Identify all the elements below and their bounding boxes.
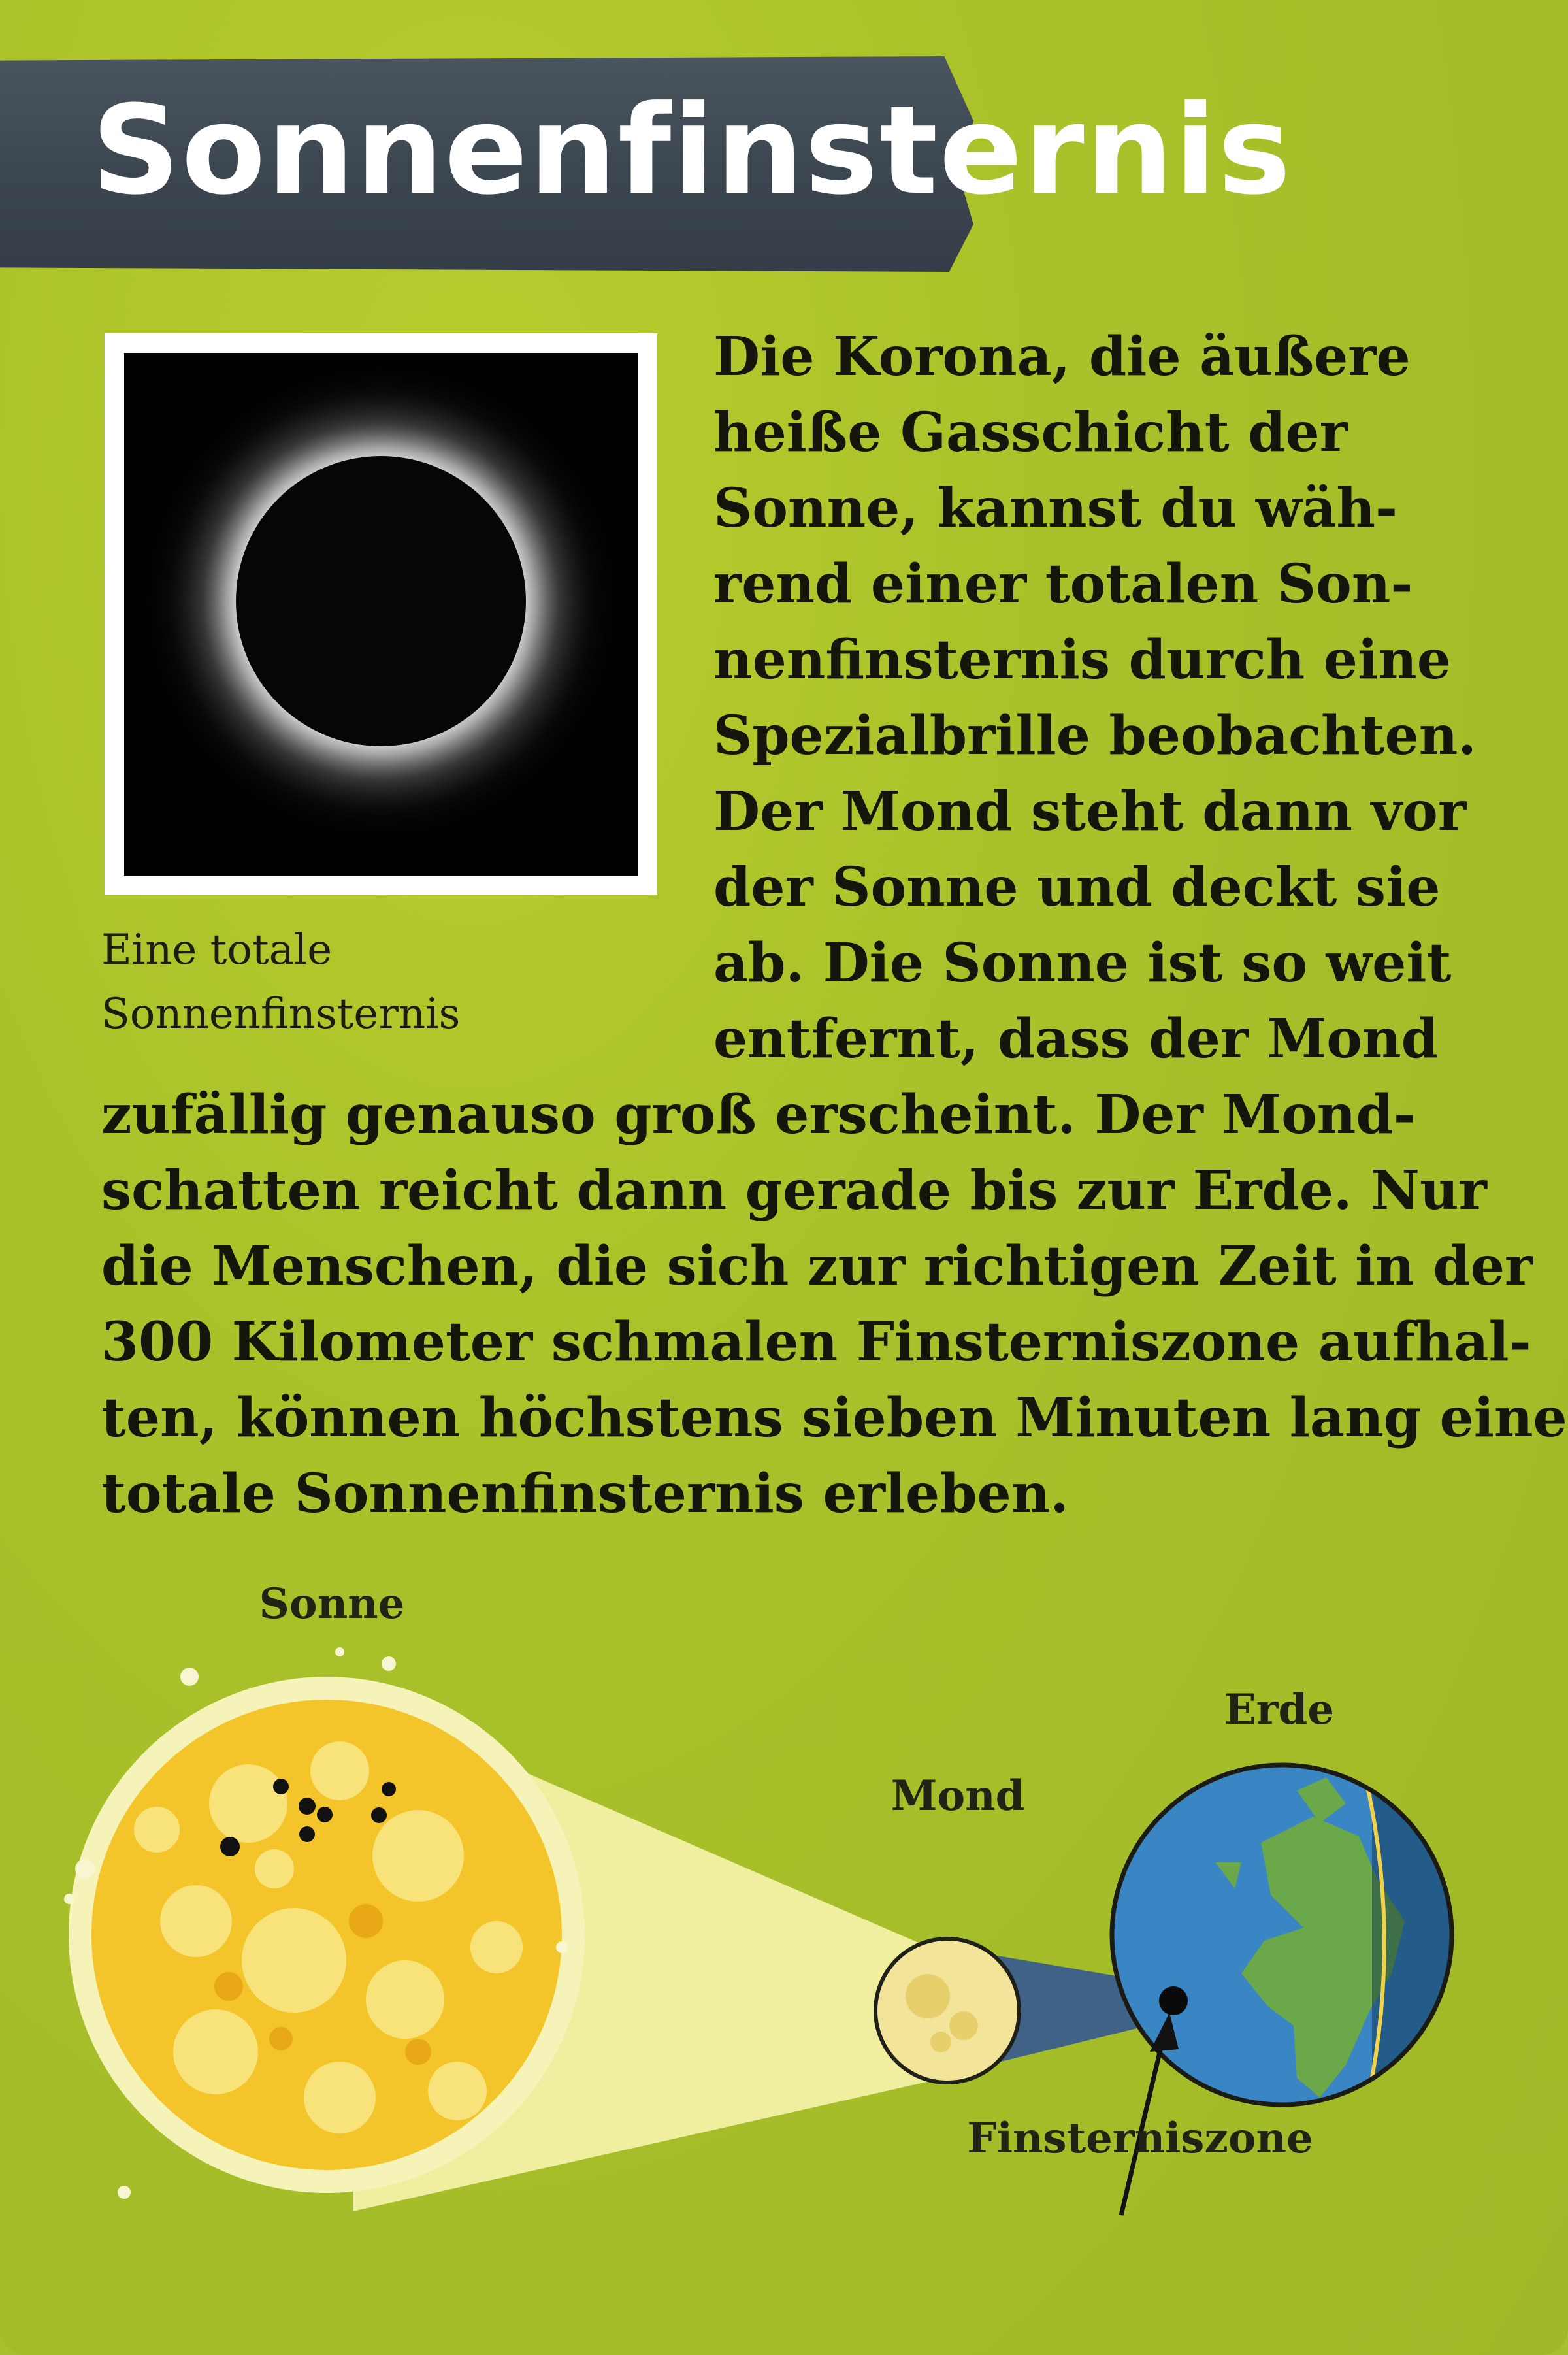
text-line: nenfinsternis durch eine [713, 629, 1451, 691]
sun-graphic [64, 1647, 585, 2199]
text-line: der Sonne und deckt sie [713, 856, 1441, 919]
earth-label: Erde [1224, 1685, 1334, 1734]
eclipse-photo [124, 353, 638, 876]
moon-label: Mond [890, 1771, 1025, 1820]
text-line: Der Mond steht dann vor [713, 780, 1467, 843]
body-text-right-column [713, 319, 1537, 1077]
photo-caption [101, 918, 676, 1046]
text-line: ten, können höchstens sieben Minuten lang eine [101, 1387, 1567, 1449]
caption-line: Sonnenfinsternis [101, 990, 461, 1038]
text-line: ab. Die Sonne ist so weit [713, 932, 1452, 995]
zone-label: Finsterniszone [967, 2114, 1313, 2163]
eclipse-photo-frame [105, 333, 657, 895]
moon-graphic [875, 1939, 1019, 2083]
text-line: die Menschen, die sich zur richtigen Zeit in der [101, 1235, 1533, 1298]
page-title: Sonnenfinsternis [91, 79, 1292, 222]
text-line: schatten reicht dann gerade bis zur Erde. Nur [101, 1159, 1487, 1222]
body-text-full-width [101, 1077, 1567, 1532]
earth-graphic [1112, 1751, 1477, 2143]
text-line: totale Sonnenfinsternis erleben. [101, 1462, 1069, 1525]
text-line: Sonne, kannst du wäh- [713, 477, 1398, 540]
eclipse-zone-dot [1159, 1986, 1188, 2015]
text-line: zufällig genauso groß erscheint. Der Mond- [101, 1083, 1416, 1146]
caption-line: Eine totale [101, 926, 333, 974]
text-line: Spezialbrille beobachten. [713, 704, 1477, 767]
eclipse-diagram [0, 1555, 1568, 2355]
text-line: rend einer totalen Son- [713, 553, 1413, 616]
text-line: entfernt, dass der Mond [713, 1008, 1439, 1070]
text-line: 300 Kilometer schmalen Finsterniszone aufhal- [101, 1311, 1531, 1374]
text-line: heiße Gasschicht der [713, 401, 1348, 464]
sun-label: Sonne [259, 1579, 405, 1628]
text-line: Die Korona, die äußere [713, 325, 1411, 388]
